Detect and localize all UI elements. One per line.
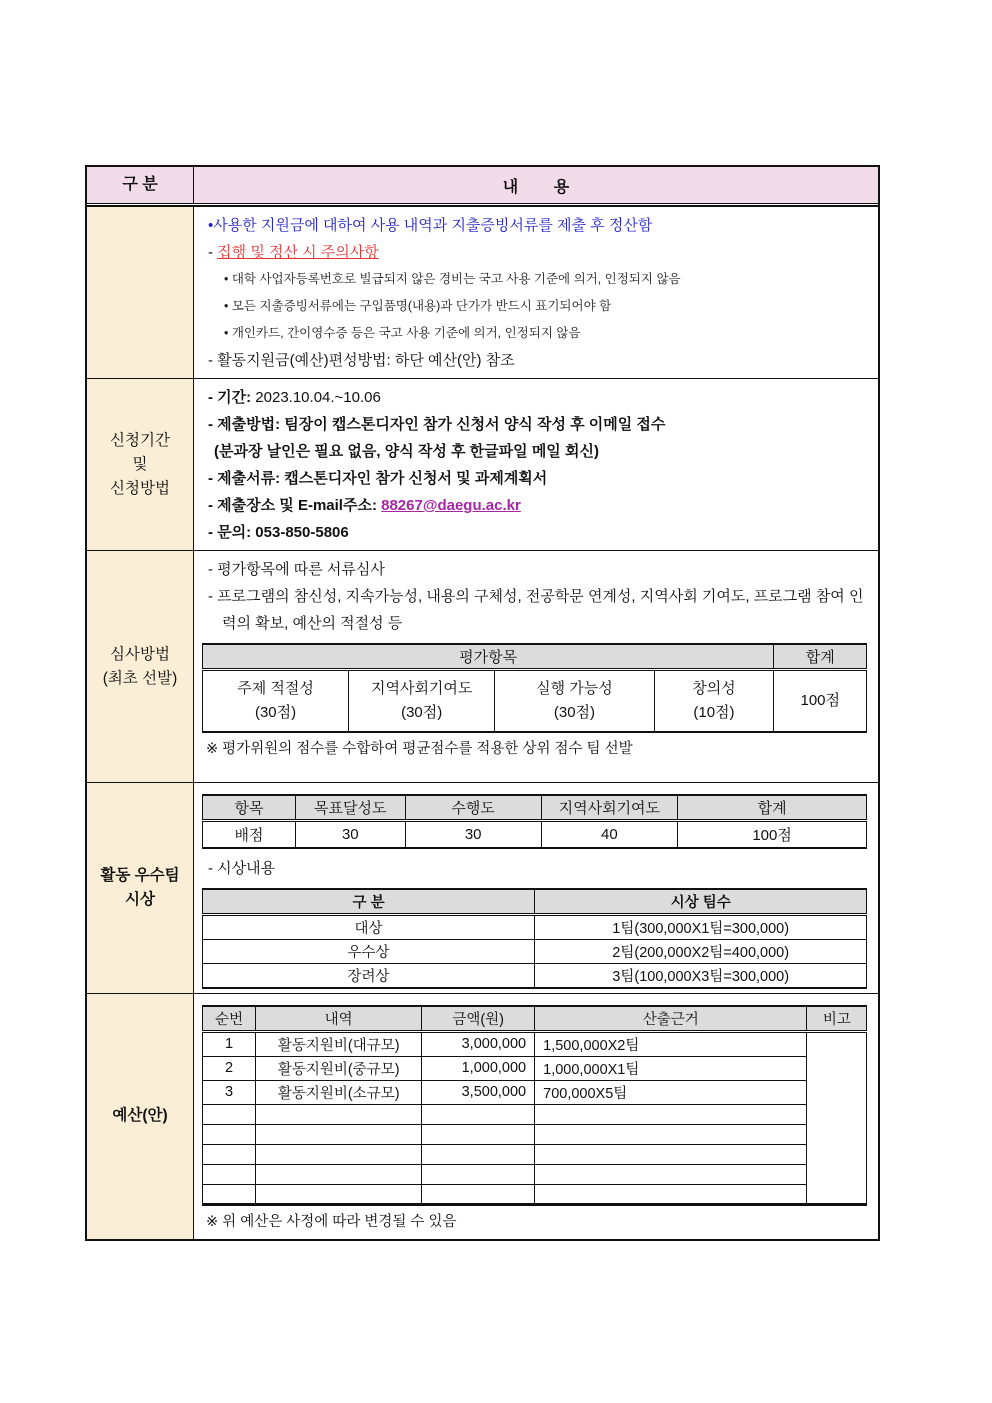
apply-label-cell bbox=[87, 379, 194, 550]
budget-empty-row bbox=[203, 1144, 867, 1164]
settlement-content bbox=[194, 207, 878, 378]
settlement-line-2 bbox=[200, 239, 872, 266]
section-settlement bbox=[87, 206, 878, 378]
evaluation-item-3: 실행 가능성 (30점) bbox=[495, 670, 654, 732]
prize-grand-name: 대상 bbox=[203, 914, 535, 939]
apply-contact-line: - 문의: 053-850-5806 bbox=[208, 524, 349, 541]
score-header-community: 지역사회기여도 bbox=[541, 795, 677, 821]
score-row-label: 배점 bbox=[203, 821, 296, 848]
award-label-cell bbox=[87, 783, 194, 993]
evaluation-item-2: 지역사회기여도 (30점) bbox=[349, 670, 495, 732]
prize-encouragement-name: 장려상 bbox=[203, 963, 535, 988]
apply-period-label: - 기간: bbox=[208, 389, 252, 406]
review-label-line2: (최초 선발) bbox=[102, 669, 178, 687]
section-budget bbox=[87, 993, 878, 1239]
header-content-cell: 내 용 bbox=[194, 167, 878, 203]
prize-encouragement-detail: 3팀(100,000X3팀=300,000) bbox=[535, 963, 867, 988]
review-line-1: - 평가항목에 따른 서류심사 bbox=[208, 561, 385, 578]
score-value-total: 100점 bbox=[677, 821, 866, 848]
budget-2-no: 2 bbox=[203, 1056, 256, 1080]
budget-row-1 bbox=[203, 1031, 867, 1056]
score-header-performance: 수행도 bbox=[405, 795, 541, 821]
budget-content bbox=[194, 994, 878, 1239]
prize-excellence-detail: 2팀(200,000X2팀=400,000) bbox=[535, 939, 867, 963]
review-note: ※ 평가위원의 점수를 수합하여 평균점수를 적용한 상위 점수 팀 선발 bbox=[206, 740, 633, 757]
evaluation-header-total: 합계 bbox=[774, 644, 867, 670]
evaluation-table-data-row bbox=[203, 670, 867, 732]
section-apply bbox=[87, 378, 878, 550]
budget-label-cell bbox=[87, 994, 194, 1239]
score-table-header-row bbox=[203, 795, 867, 821]
email-link[interactable]: 88267@daegu.ac.kr bbox=[381, 497, 521, 514]
budget-row-2 bbox=[203, 1056, 867, 1080]
budget-header-remark: 비고 bbox=[807, 1006, 867, 1032]
prize-row-encouragement bbox=[203, 963, 867, 988]
evaluation-header-items: 평가항목 bbox=[203, 644, 774, 670]
score-table bbox=[202, 794, 867, 849]
budget-header-basis: 산출근거 bbox=[535, 1006, 807, 1032]
apply-period-line bbox=[200, 384, 872, 411]
score-header-item: 항목 bbox=[203, 795, 296, 821]
budget-empty-row bbox=[203, 1104, 867, 1124]
budget-note: ※ 위 예산은 사정에 따라 변경될 수 있음 bbox=[206, 1213, 457, 1230]
apply-content bbox=[194, 379, 878, 550]
budget-table-header-row bbox=[203, 1006, 867, 1032]
apply-period-value: 2023.10.04.~10.06 bbox=[251, 389, 381, 406]
prize-header-category: 구 분 bbox=[203, 889, 535, 915]
table-header-row bbox=[87, 167, 878, 206]
apply-email-label: - 제출장소 및 E-mail주소: bbox=[208, 497, 377, 514]
prize-row-excellence bbox=[203, 939, 867, 963]
award-subtitle: - 시상내용 bbox=[208, 859, 276, 877]
score-value-2: 30 bbox=[405, 821, 541, 848]
budget-1-no: 1 bbox=[203, 1031, 256, 1056]
apply-docs-line: - 제출서류: 캡스톤디자인 참가 신청서 및 과제계획서 bbox=[208, 470, 548, 487]
award-content bbox=[194, 783, 878, 993]
header-category-cell: 구 분 bbox=[87, 167, 194, 203]
budget-empty-row bbox=[203, 1124, 867, 1144]
section-review bbox=[87, 550, 878, 782]
settlement-label-cell bbox=[87, 207, 194, 378]
budget-header-item: 내역 bbox=[256, 1006, 422, 1032]
review-label-line1: 심사방법 bbox=[110, 645, 170, 663]
review-line-2: - 프로그램의 참신성, 지속가능성, 내용의 구체성, 전공학문 연계성, 지역사회 기여도, 프로그램 참여 인력의 확보, 예산의 적절성 등 bbox=[208, 588, 864, 632]
budget-1-basis: 1,500,000X2팀 bbox=[535, 1031, 807, 1056]
evaluation-table-header-row bbox=[203, 644, 867, 670]
settlement-line-1: •사용한 지원금에 대하여 사용 내역과 지출증빙서류를 제출 후 정산함 bbox=[208, 217, 653, 234]
settlement-caution-title: 집행 및 정산 시 주의사항 bbox=[217, 244, 379, 261]
budget-label: 예산(안) bbox=[112, 1107, 168, 1124]
award-label-line1: 활동 우수팀 bbox=[100, 866, 180, 884]
score-value-3: 40 bbox=[541, 821, 677, 848]
budget-3-no: 3 bbox=[203, 1080, 256, 1104]
budget-3-amount: 3,500,000 bbox=[422, 1080, 535, 1104]
award-label-line2: 시상 bbox=[125, 890, 155, 908]
prize-table bbox=[202, 888, 867, 989]
apply-method-note-line: (분과장 날인은 필요 없음, 양식 작성 후 한글파일 메일 회신) bbox=[214, 443, 599, 460]
settlement-sub-1: • 대학 사업자등록번호로 빌급되지 않은 경비는 국고 사용 기준에 의거, 인정되지 않음 bbox=[224, 272, 681, 286]
apply-email-line bbox=[200, 492, 872, 519]
settlement-sub-3: • 개인카드, 간이영수증 등은 국고 사용 기준에 의거, 인정되지 않음 bbox=[224, 326, 581, 340]
budget-remark-cell bbox=[807, 1031, 867, 1204]
evaluation-item-4: 창의성 (10점) bbox=[654, 670, 774, 732]
prize-header-teams: 시상 팀수 bbox=[535, 889, 867, 915]
apply-method-line: - 제출방법: 팀장이 캡스톤디자인 참가 신청서 양식 작성 후 이메일 접수 bbox=[208, 416, 666, 433]
budget-header-amount: 금액(원) bbox=[422, 1006, 535, 1032]
evaluation-item-1: 주제 적절성 (30점) bbox=[203, 670, 349, 732]
prize-row-grand bbox=[203, 914, 867, 939]
dash: - bbox=[208, 244, 213, 261]
budget-header-no: 순번 bbox=[203, 1006, 256, 1032]
evaluation-table bbox=[202, 643, 867, 733]
budget-empty-row bbox=[203, 1164, 867, 1184]
prize-grand-detail: 1팀(300,000X1팀=300,000) bbox=[535, 914, 867, 939]
budget-2-item: 활동지원비(중규모) bbox=[256, 1056, 422, 1080]
budget-1-item: 활동지원비(대규모) bbox=[256, 1031, 422, 1056]
prize-table-header-row bbox=[203, 889, 867, 915]
apply-label-line2: 및 bbox=[132, 455, 148, 473]
score-value-1: 30 bbox=[295, 821, 405, 848]
budget-table bbox=[202, 1005, 867, 1206]
score-table-data-row bbox=[203, 821, 867, 848]
section-award bbox=[87, 782, 878, 993]
review-label-cell bbox=[87, 551, 194, 782]
budget-row-3 bbox=[203, 1080, 867, 1104]
main-table bbox=[85, 165, 880, 1241]
review-content bbox=[194, 551, 878, 782]
evaluation-total-value: 100점 bbox=[774, 670, 867, 732]
budget-2-basis: 1,000,000X1팀 bbox=[535, 1056, 807, 1080]
apply-label-line3: 신청방법 bbox=[110, 479, 170, 497]
score-header-goal: 목표달성도 bbox=[295, 795, 405, 821]
apply-label-line1: 신청기간 bbox=[110, 431, 170, 449]
prize-excellence-name: 우수상 bbox=[203, 939, 535, 963]
budget-1-amount: 3,000,000 bbox=[422, 1031, 535, 1056]
settlement-line-6: - 활동지원금(예산)편성방법: 하단 예산(안) 참조 bbox=[208, 352, 515, 369]
score-header-total: 합계 bbox=[677, 795, 866, 821]
budget-3-item: 활동지원비(소규모) bbox=[256, 1080, 422, 1104]
settlement-sub-2: • 모든 지출증빙서류에는 구입품명(내용)과 단가가 반드시 표기되어야 함 bbox=[224, 299, 612, 313]
budget-2-amount: 1,000,000 bbox=[422, 1056, 535, 1080]
budget-3-basis: 700,000X5팀 bbox=[535, 1080, 807, 1104]
budget-empty-row bbox=[203, 1184, 867, 1204]
